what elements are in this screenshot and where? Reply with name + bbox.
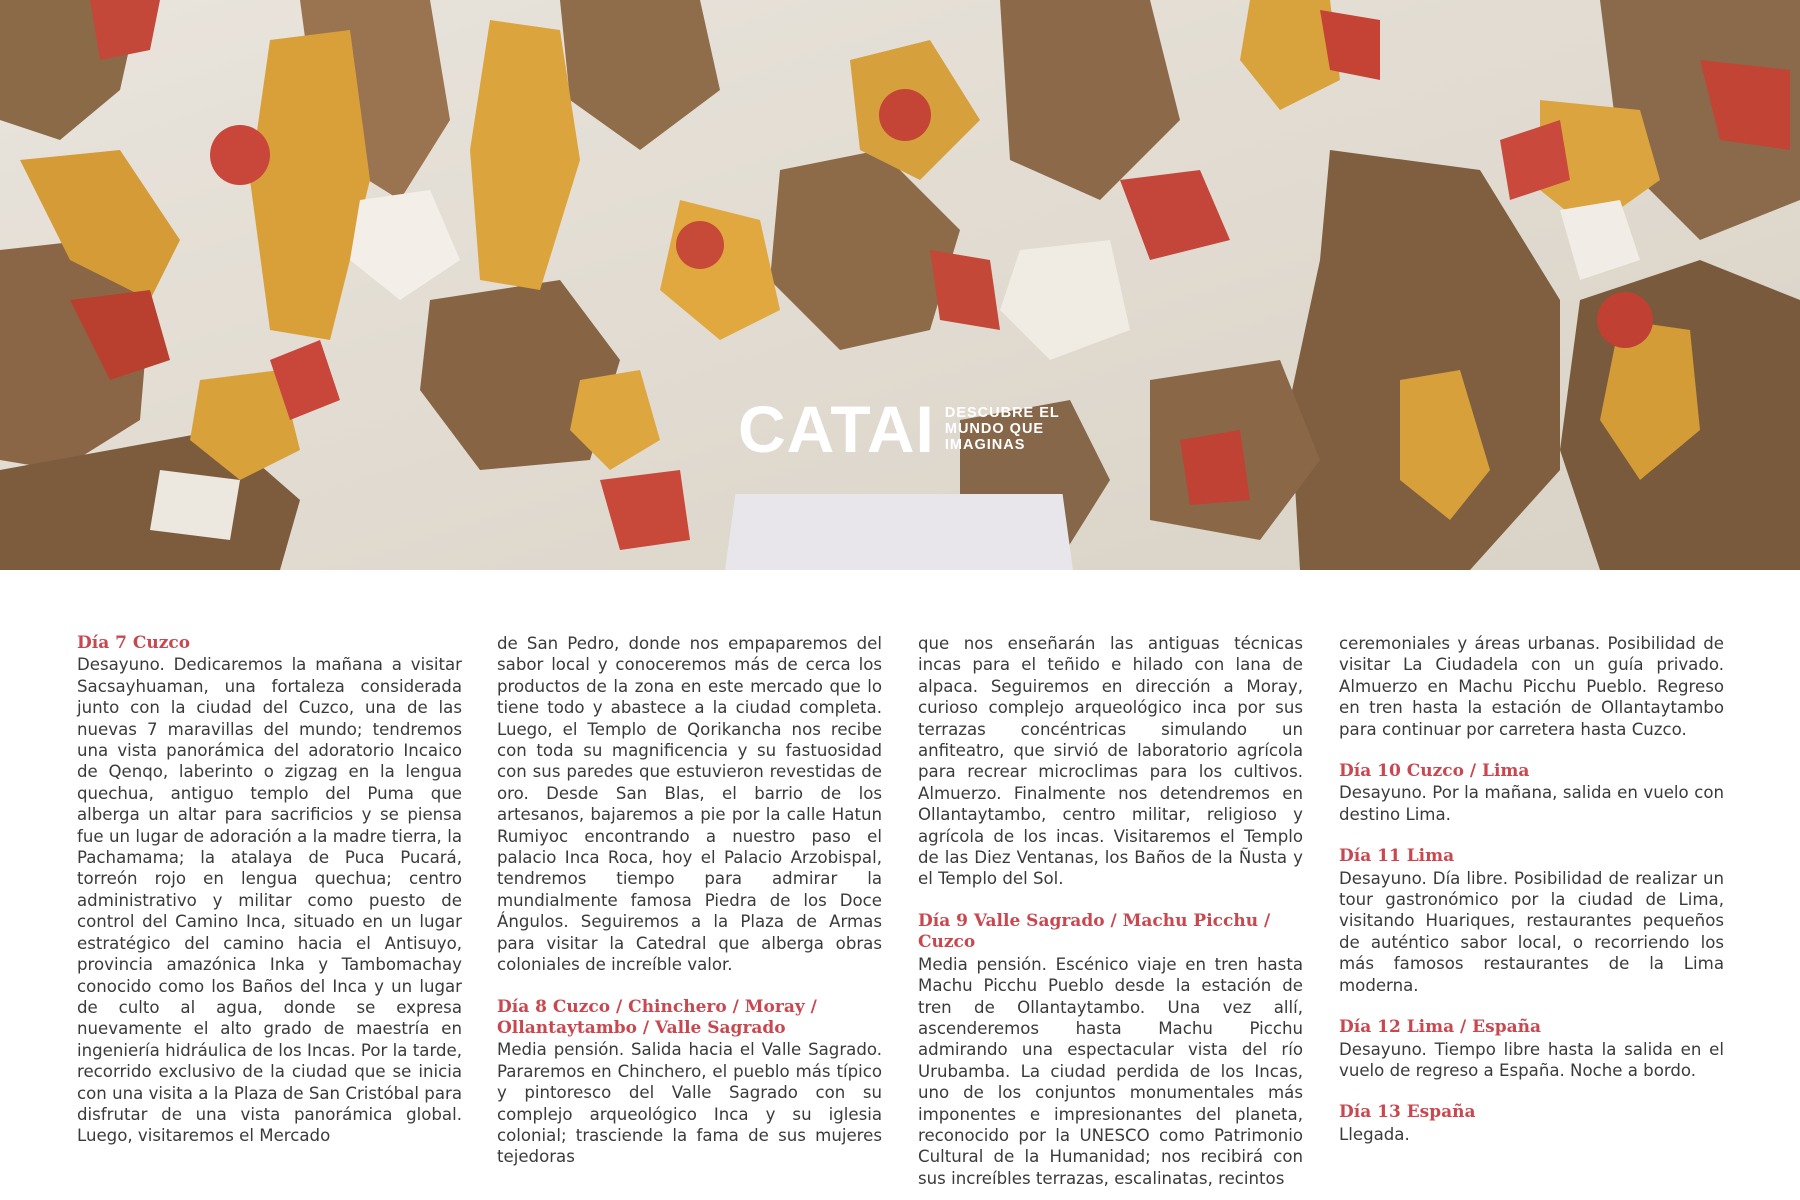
- day-description: Media pensión. Escénico viaje en tren hasta Machu Picchu Pueblo desde la estación de tren de Ollantaytambo. Una vez allí, ascenderemos hasta Machu Picchu admirando una espectacular vista del río Urubamba. La ciudad perdida de los Incas, uno de los conjuntos monumentales más imponentes e impresionantes del planeta, reconocido por la UNESCO como Patrimonio Cultural de la Humanidad; nos recibirá con sus increíbles terrazas, escalinatas, recintos: [918, 954, 1303, 1188]
- day-description: ceremoniales y áreas urbanas. Posibilidad de visitar La Ciudadela con un guía privado. Almuerzo en Machu Picchu Pueblo. Regreso en tren hasta la estación de Ollantaytambo para continuar por carretera hasta Cuzco.: [1339, 634, 1724, 739]
- day-heading: Día 8 Cuzco / Chinchero / Moray / Ollantaytambo / Valle Sagrado: [497, 996, 817, 1038]
- logo-tagline-line: IMAGINAS: [944, 437, 1026, 453]
- logo-tagline: [945, 405, 1065, 453]
- hero-mural-image: [0, 0, 1800, 570]
- day-heading: Día 7 Cuzco: [77, 633, 191, 653]
- day-heading: Día 13 España: [1339, 1102, 1476, 1123]
- day-heading: Día 9 Valle Sagrado / Machu Picchu / Cuzco: [918, 910, 1271, 953]
- mural-illustration: [0, 0, 1800, 570]
- day-description: Desayuno. Dedicaremos la mañana a visitar Sacsayhuaman, una fortaleza considerada junto con la ciudad del Cuzco, una de las nuevas 7 maravillas del mundo; tendremos una vista panorámica del adoratorio Incaico de Qenqo, laberinto o zigzag en la lengua quechua, antiguo templo del Puma que alberga un altar para sacrificios y se piensa fue un lugar de adoración a la madre tierra, la Pachamama; la atalaya de Puca Pucará, torreón rojo en lengua quechua; centro administrativo y militar como puesto de control del Camino Inca, situado en un lugar estratégico del camino hacia el Antisuyo, provincia amazónica Inka y Tambomachay conocido como los Baños del Inca y un lugar de culto al agua, donde se expresa nuevamente el alto grado de maestría en ingeniería hidráulica de los Incas. Por la tarde, recorrido exclusivo de la ciudad que se inicia con una visita a la Plaza de San Cristóbal para disfrutar de una vista panorámica global. Luego, visitaremos el Mercado: [77, 655, 462, 1146]
- day-description: que nos enseñarán las antiguas técnicas incas para el teñido e hilado con lana de alpaca. Seguiremos en dirección a Moray, curioso complejo arqueológico inca por sus terrazas concéntricas simulando un anfiteatro, que sirvió de laboratorio agrícola para recrear microclimas para los cultivos. Almuerzo. Finalmente nos detendremos en Ollantaytambo, centro militar, religioso y agrícola de los incas. Visitaremos el Templo de las Diez Ventanas, los Baños de la Ñusta y el Templo del Sol.: [918, 634, 1303, 889]
- day-description: Media pensión. Salida hacia el Valle Sagrado. Pararemos en Chinchero, el pueblo más típico y pintoresco del Valle Sagrado con su complejo arqueológico Inca y su iglesia colonial; trasciende la fama de sus mujeres tejedoras: [497, 1040, 882, 1167]
- day-description: Llegada.: [1339, 1124, 1410, 1144]
- day-description: Desayuno. Por la mañana, salida en vuelo con destino Lima.: [1339, 783, 1724, 824]
- column-3: [918, 633, 1303, 1189]
- itinerary-columns: [77, 633, 1725, 1188]
- catai-logo: [738, 392, 1065, 466]
- day-heading: Día 11 Lima: [1339, 846, 1455, 867]
- title-tab: [725, 494, 1073, 570]
- logo-tagline-line: DESCUBRE EL: [944, 405, 1060, 421]
- day-description: Desayuno. Día libre. Posibilidad de realizar un tour gastronómico por la ciudad de Lima, visitando Huariques, restaurantes pequeños de auténtico sabor local, o recorriendo los más famosos restaurantes de la Lima moderna.: [1339, 868, 1724, 995]
- day-description: Desayuno. Tiempo libre hasta la salida en el vuelo de regreso a España. Noche a bordo.: [1339, 1039, 1724, 1080]
- day-heading: Día 12 Lima / España: [1339, 1017, 1541, 1038]
- column-4: [1339, 633, 1724, 1145]
- column-2: [497, 633, 882, 1168]
- logo-tagline-line: MUNDO QUE: [944, 421, 1045, 437]
- logo-wordmark: CATAI: [738, 392, 935, 466]
- column-1: [77, 633, 462, 1147]
- day-heading: Día 10 Cuzco / Lima: [1339, 761, 1530, 782]
- day-description: de San Pedro, donde nos empaparemos del sabor local y conoceremos más de cerca los productos de la zona en este mercado que lo tiene todo y abastece a la ciudad completa. Luego, el Templo de Qorikancha nos recibe con toda su magnificencia y su fastuosidad con sus paredes que estuvieron revestidas de oro. Desde San Blas, el barrio de los artesanos, bajaremos a pie por la calle Hatun Rumiyoc encontrando a nuestro paso el palacio Inca Roca, hoy el Palacio Arzobispal, tendremos tiempo para admirar la mundialmente famosa Piedra de los Doce Ángulos. Seguiremos a la Plaza de Armas para visitar la Catedral que alberga obras coloniales de increíble valor.: [497, 634, 882, 975]
